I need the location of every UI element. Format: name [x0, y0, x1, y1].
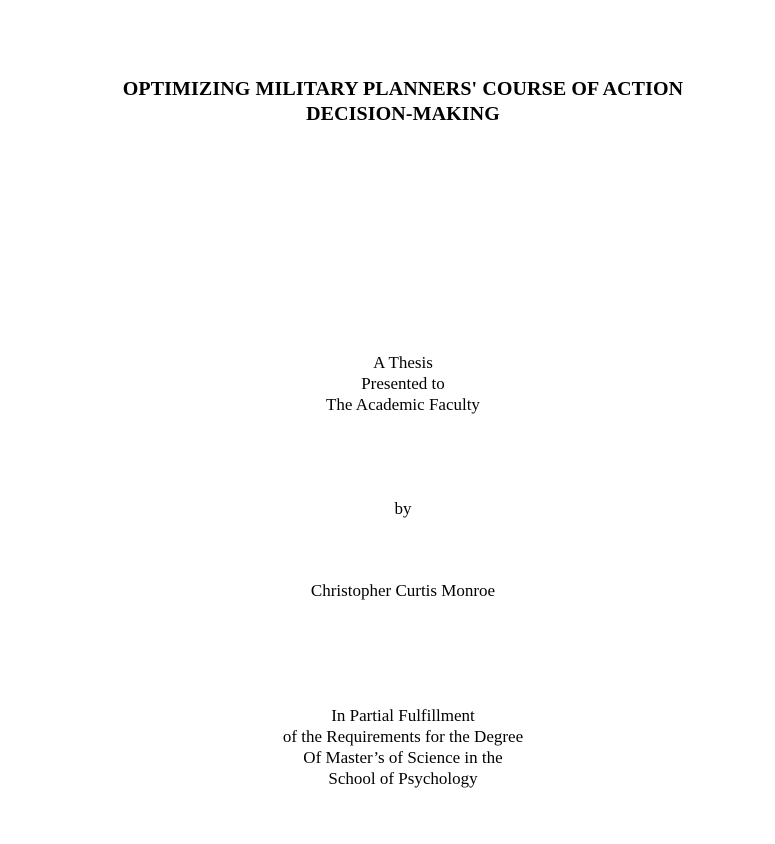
thesis-statement-line-2: Presented to — [361, 374, 445, 393]
degree-fulfillment-line-2: of the Requirements for the Degree — [282, 727, 524, 746]
thesis-statement — [0, 352, 775, 415]
thesis-title-line-2: DECISION-MAKING — [306, 103, 500, 125]
thesis-statement-line-1: A Thesis — [373, 353, 433, 372]
thesis-title-line-1: OPTIMIZING MILITARY PLANNERS' COURSE OF ACTION — [122, 78, 684, 100]
by-label: by — [394, 499, 412, 518]
degree-fulfillment — [0, 705, 775, 789]
author-name: Christopher Curtis Monroe — [310, 581, 496, 600]
degree-fulfillment-line-4: School of Psychology — [328, 769, 478, 788]
degree-fulfillment-line-3: Of Master’s of Science in the — [303, 748, 503, 767]
thesis-statement-line-3: The Academic Faculty — [326, 395, 480, 414]
degree-fulfillment-line-1: In Partial Fulfillment — [331, 706, 475, 725]
thesis-title — [0, 77, 775, 127]
